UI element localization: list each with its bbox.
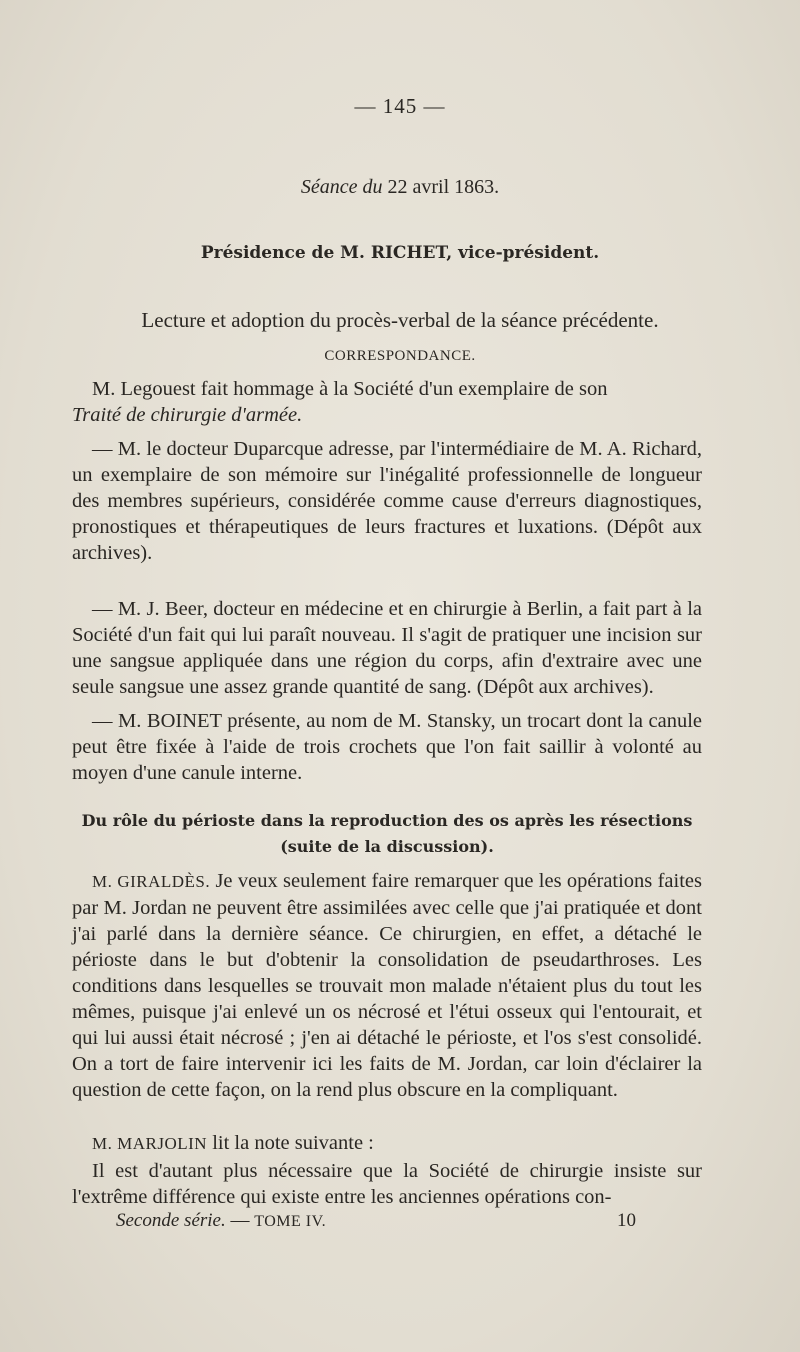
correspondence-heading: CORRESPONDANCE. <box>324 348 476 364</box>
presidency-line: Présidence de M. RICHET, vice-président. <box>200 243 600 263</box>
paragraph-duparcque-text: — M. le docteur Duparcque adresse, par l'intermédiaire de M. A. Richard, un exemplaire de son mémoire sur l'inégalité professionnelle de longueur des membres supérieurs, considérée comme cause d'erreurs diagnostiques, pronostiques et thérapeutiques de leurs fractures et luxations. (Dépôt aux archives). <box>72 438 702 564</box>
paragraph-legouest-title: Traité de chirurgie d'armée. <box>72 404 303 426</box>
speaker-marjolin: M. MARJOLIN <box>92 1134 208 1153</box>
paragraph-beer-text: — M. J. Beer, docteur en médecine et en chirurgie à Berlin, a fait part à la Société d'un fait qui lui paraît nouveau. Il s'agit de pratiquer une incision sur une sangsue appliquée dans une région du corps, afin d'extraire avec une seule sangsue une assez grande quantité de sang. (Dépôt aux archives). <box>72 598 702 698</box>
paragraph-boinet-text: présente, au nom de M. Stansky, un trocart dont la canule peut être fixée à l'aide de trois crochets que l'on fait saillir à volonté au moyen d'une canule interne. <box>72 710 703 784</box>
footer-signature: 10 <box>617 1210 636 1231</box>
footer-dash: — <box>230 1210 250 1231</box>
session-label: Séance du <box>300 176 383 198</box>
paragraph-legouest <box>72 376 702 428</box>
paragraph-duparcque <box>72 436 702 566</box>
paragraph-boinet <box>72 708 702 786</box>
paragraph-marjolin-text: lit la note suivante : <box>212 1132 374 1154</box>
paragraph-giraldes <box>72 868 702 1103</box>
paragraph-last-text: Il est d'autant plus nécessaire que la Société de chirurgie insiste sur l'extrême différence qui existe entre les anciennes opérations con- <box>72 1160 702 1208</box>
minutes-line: Lecture et adoption du procès-verbal de la séance précédente. <box>141 308 659 332</box>
session-title <box>0 176 800 199</box>
paragraph-beer <box>72 596 702 700</box>
speaker-giraldes: M. GIRALDÈS. <box>92 872 211 891</box>
paragraph-last <box>72 1158 702 1210</box>
page-number: — 145 — <box>354 94 446 118</box>
paragraph-legouest-line: M. Legouest fait hommage à la Société d'un exemplaire de son <box>92 378 608 400</box>
section-heading <box>72 808 702 860</box>
page-footer <box>116 1210 636 1232</box>
paragraph-marjolin <box>72 1130 702 1157</box>
footer-tome: TOME IV. <box>254 1213 327 1230</box>
speaker-boinet: — M. BOINET <box>92 710 222 732</box>
footer-series: Seconde série. <box>116 1210 226 1231</box>
section-title-line-2: (suite de la discussion). <box>280 837 494 856</box>
paragraph-giraldes-text: Je veux seulement faire remarquer que les opérations faites par M. Jordan ne peuvent être assimilées avec celle que j'ai pratiquée et dont j'ai parlé dans la dernière séance. Ce chirurgien, en effet, a détaché le périoste dans le but d'obtenir la consolidation de pseudarthroses. Les conditions dans lesquelles se trouvait mon malade n'étaient plus du tout les mêmes, puisque j'ai enlevé un os nécrosé et l'étui osseux qui l'entourait, et qui lui aussi était nécrosé ; j'en ai détaché le périoste, et l'os s'est consolidé. On a tort de faire intervenir ici les faits de M. Jordan, car loin d'éclairer la question de cette façon, on la rend plus obscure en la compliquant. <box>72 870 703 1101</box>
section-title-line-1: Du rôle du périoste dans la reproduction des os après les résections <box>81 811 693 830</box>
session-date: 22 avril 1863. <box>387 176 500 198</box>
